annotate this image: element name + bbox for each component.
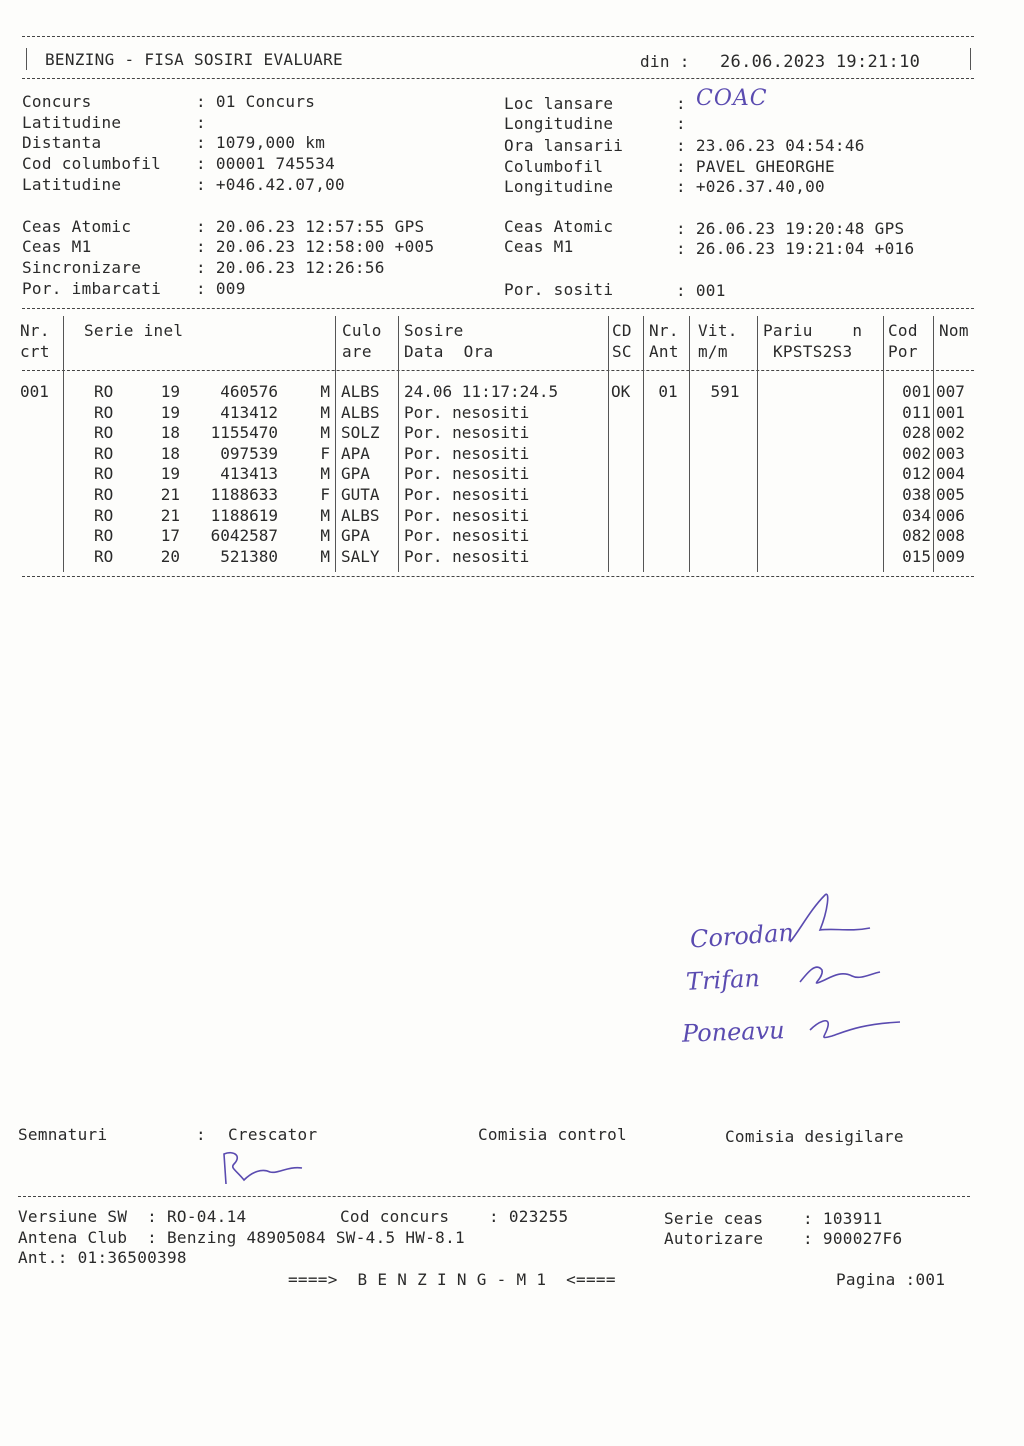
info-value: : 00001 745534 bbox=[196, 154, 336, 173]
footer-autorizare: Autorizare : 900027F6 bbox=[664, 1229, 903, 1248]
cell-tara: RO bbox=[94, 546, 114, 566]
info-label: Ora lansarii bbox=[504, 136, 624, 155]
cell-sex: M bbox=[320, 423, 330, 443]
info-value: : +026.37.40,00 bbox=[676, 177, 825, 196]
header-cd: CD bbox=[612, 321, 632, 340]
table-header-border bbox=[22, 370, 974, 371]
title-right-border bbox=[970, 48, 971, 70]
footer-page-number: Pagina :001 bbox=[836, 1270, 946, 1289]
cell-inel: 413412 bbox=[220, 402, 278, 422]
handwritten-release-place: COAC bbox=[696, 86, 768, 111]
cell-tara: RO bbox=[94, 505, 114, 525]
column-rule bbox=[335, 316, 336, 572]
cell-cod: 015 bbox=[902, 546, 931, 566]
cell-cod: 002 bbox=[902, 443, 931, 463]
header-viteza: Vit. bbox=[698, 321, 738, 340]
column-rule bbox=[883, 316, 884, 572]
cell-inel: 1188619 bbox=[210, 505, 278, 525]
header-cod: Cod bbox=[888, 321, 918, 340]
info-label: Columbofil bbox=[504, 157, 604, 176]
cell-inel: 521380 bbox=[220, 546, 278, 566]
header-pariu: Pariu n bbox=[763, 321, 863, 340]
breeder-signature bbox=[218, 1148, 308, 1188]
cell-vit: 591 bbox=[710, 382, 740, 401]
cell-an: 20 bbox=[160, 546, 180, 566]
cell-culoare: SOLZ bbox=[341, 423, 380, 443]
header-nr: Nr. bbox=[20, 321, 50, 340]
cell-sex: M bbox=[320, 526, 330, 546]
header-por: Por bbox=[888, 342, 918, 361]
cell-cod: 034 bbox=[902, 505, 931, 525]
cell-sosire: 24.06 11:17:24.5 bbox=[404, 382, 559, 401]
info-label: Concurs bbox=[22, 92, 92, 111]
header-mm: m/m bbox=[698, 342, 728, 361]
cell-sex: F bbox=[320, 485, 330, 504]
cell-tara: RO bbox=[94, 423, 114, 443]
footer-serie-ceas: Serie ceas : 103911 bbox=[664, 1209, 883, 1228]
handwritten-name: Poneavu bbox=[681, 1016, 786, 1048]
column-rule bbox=[689, 316, 690, 572]
cell-cod: 012 bbox=[902, 464, 931, 484]
cell-culoare: GUTA bbox=[341, 485, 380, 504]
cell-tara: RO bbox=[94, 402, 114, 422]
signature-comisia-control: Comisia control bbox=[478, 1125, 627, 1144]
clock-value: : 001 bbox=[676, 281, 726, 300]
cell-sex: M bbox=[320, 382, 330, 401]
info-label: Longitudine bbox=[504, 177, 614, 196]
info-value: : 23.06.23 04:54:46 bbox=[676, 136, 865, 155]
header-kpsts: KPSTS2S3 bbox=[773, 342, 853, 361]
title-left-border bbox=[26, 48, 27, 70]
header-crt: crt bbox=[20, 342, 50, 361]
footer-ant: Ant.: 01:36500398 bbox=[18, 1248, 187, 1267]
column-rule bbox=[757, 316, 758, 572]
cell-inel: 413413 bbox=[220, 464, 278, 484]
cell-tara: RO bbox=[94, 443, 114, 463]
info-label: Distanta bbox=[22, 133, 102, 152]
report-date: 26.06.2023 19:21:10 bbox=[720, 52, 921, 72]
column-rule bbox=[933, 316, 934, 572]
handwritten-name: Corodan bbox=[689, 918, 795, 954]
cell-sex: F bbox=[320, 443, 330, 463]
cell-an: 18 bbox=[160, 443, 180, 463]
cell-tara: RO bbox=[94, 464, 114, 484]
cell-culoare: ALBS bbox=[341, 382, 380, 401]
footer-version: Versiune SW : RO-04.14 bbox=[18, 1207, 247, 1226]
column-rule bbox=[643, 316, 644, 572]
header-sosire: Sosire bbox=[404, 321, 464, 340]
header-culoare-2: are bbox=[342, 342, 372, 361]
cell-inel: 097539 bbox=[220, 443, 278, 463]
column-rule bbox=[63, 316, 64, 572]
cell-cod: 011 bbox=[902, 402, 931, 422]
cell-an: 17 bbox=[160, 526, 180, 546]
header-sc: SC bbox=[612, 342, 632, 361]
clock-label: Por. sositi bbox=[504, 280, 614, 299]
cell-cod: 082 bbox=[902, 526, 931, 546]
report-title: BENZING - FISA SOSIRI EVALUARE bbox=[45, 50, 343, 69]
clock-label: Por. imbarcati bbox=[22, 279, 162, 298]
cell-tara: RO bbox=[94, 485, 114, 504]
cell-cod: 001 bbox=[902, 382, 931, 401]
cell-an: 19 bbox=[160, 382, 180, 401]
title-bottom-border bbox=[22, 78, 974, 79]
info-label: Loc lansare bbox=[504, 94, 614, 113]
footer-cod-concurs: Cod concurs : 023255 bbox=[340, 1207, 569, 1226]
cell-culoare: SALY bbox=[341, 546, 380, 566]
cell-an: 21 bbox=[160, 485, 180, 504]
cell-nom: 003 bbox=[936, 443, 965, 463]
cell-sex: M bbox=[320, 402, 330, 422]
footer-brand: ====> B E N Z I N G - M 1 <==== bbox=[288, 1270, 616, 1289]
header-culoare: Culo bbox=[342, 321, 382, 340]
signatures-colon: : bbox=[196, 1125, 206, 1144]
cell-inel: 6042587 bbox=[210, 526, 278, 546]
title-top-border bbox=[22, 36, 974, 37]
cell-an: 21 bbox=[160, 505, 180, 525]
table-bottom-border bbox=[22, 576, 974, 577]
cell-tara: RO bbox=[94, 526, 114, 546]
cell-cod: 038 bbox=[902, 485, 931, 504]
cell-nr: 001 bbox=[20, 382, 49, 401]
cell-an: 19 bbox=[160, 402, 180, 422]
cell-culoare: GPA bbox=[341, 464, 370, 484]
signature-comisia-desigilare: Comisia desigilare bbox=[725, 1127, 904, 1146]
cell-an: 18 bbox=[160, 423, 180, 443]
signatures-label: Semnaturi bbox=[18, 1125, 108, 1144]
clock-value: : 20.06.23 12:57:55 GPS bbox=[196, 217, 425, 236]
cell-culoare: APA bbox=[341, 443, 370, 463]
table-top-border bbox=[22, 308, 974, 309]
header-data-ora: Data Ora bbox=[404, 342, 494, 361]
cell-inel: 460576 bbox=[220, 382, 278, 401]
cell-sex: M bbox=[320, 505, 330, 525]
cell-nom: 008 bbox=[936, 526, 965, 546]
cell-sosire: Por. nesositi bbox=[404, 443, 530, 463]
cell-nom: 009 bbox=[936, 546, 965, 566]
info-label: Cod columbofil bbox=[22, 154, 162, 173]
header-nom: Nom bbox=[939, 321, 969, 340]
footer-antena: Antena Club : Benzing 48905084 SW-4.5 HW-8.1 bbox=[18, 1228, 465, 1247]
cell-nom: 002 bbox=[936, 423, 965, 443]
column-rule bbox=[398, 316, 399, 572]
cell-nom: 005 bbox=[936, 485, 965, 504]
clock-label: Ceas M1 bbox=[504, 237, 574, 256]
clock-value: : 26.06.23 19:21:04 +016 bbox=[676, 239, 915, 258]
info-label: Latitudine bbox=[22, 175, 122, 194]
info-value: : +046.42.07,00 bbox=[196, 175, 345, 194]
cell-ant: 01 bbox=[658, 382, 678, 401]
cell-sex: M bbox=[320, 464, 330, 484]
clock-label: Ceas M1 bbox=[22, 237, 92, 256]
cell-sosire: Por. nesositi bbox=[404, 526, 530, 546]
clock-value: : 20.06.23 12:26:56 bbox=[196, 258, 385, 277]
cell-nom: 006 bbox=[936, 505, 965, 525]
clock-label: Ceas Atomic bbox=[22, 217, 132, 236]
cell-sosire: Por. nesositi bbox=[404, 402, 530, 422]
info-label: Latitudine bbox=[22, 113, 122, 132]
clock-label: Ceas Atomic bbox=[504, 217, 614, 236]
clock-value: : 26.06.23 19:20:48 GPS bbox=[676, 219, 905, 238]
cell-cdsc: OK bbox=[611, 382, 631, 401]
cell-sosire: Por. nesositi bbox=[404, 423, 530, 443]
info-value: : 1079,000 km bbox=[196, 133, 326, 152]
cell-sosire: Por. nesositi bbox=[404, 505, 530, 525]
cell-nom: 007 bbox=[936, 382, 965, 401]
cell-an: 19 bbox=[160, 464, 180, 484]
cell-culoare: ALBS bbox=[341, 505, 380, 525]
info-value: : bbox=[676, 114, 686, 133]
footer-top-border bbox=[18, 1196, 970, 1197]
cell-culoare: GPA bbox=[341, 526, 370, 546]
signature-crescator: Crescator bbox=[228, 1125, 318, 1144]
cell-nom: 001 bbox=[936, 402, 965, 422]
commission-signatures bbox=[780, 890, 930, 1060]
clock-value: : 009 bbox=[196, 279, 246, 298]
info-label: Longitudine bbox=[504, 114, 614, 133]
info-value: : 01 Concurs bbox=[196, 92, 316, 111]
cell-inel: 1155470 bbox=[210, 423, 278, 443]
cell-sosire: Por. nesositi bbox=[404, 464, 530, 484]
column-rule bbox=[608, 316, 609, 572]
clock-label: Sincronizare bbox=[22, 258, 142, 277]
info-value: : bbox=[196, 113, 206, 132]
handwritten-name: Trifan bbox=[685, 964, 761, 996]
info-value: : PAVEL GHEORGHE bbox=[676, 157, 835, 176]
report-date-label: din : bbox=[640, 52, 690, 71]
cell-cod: 028 bbox=[902, 423, 931, 443]
info-value: : bbox=[676, 94, 686, 113]
cell-sosire: Por. nesositi bbox=[404, 485, 530, 504]
cell-sex: M bbox=[320, 546, 330, 566]
header-serie-inel: Serie inel bbox=[84, 321, 184, 340]
cell-sosire: Por. nesositi bbox=[404, 546, 530, 566]
cell-culoare: ALBS bbox=[341, 402, 380, 422]
cell-inel: 1188633 bbox=[210, 485, 278, 504]
header-nr-ant: Nr. bbox=[649, 321, 679, 340]
clock-value: : 20.06.23 12:58:00 +005 bbox=[196, 237, 435, 256]
cell-nom: 004 bbox=[936, 464, 965, 484]
header-ant: Ant bbox=[649, 342, 679, 361]
cell-tara: RO bbox=[94, 382, 114, 401]
